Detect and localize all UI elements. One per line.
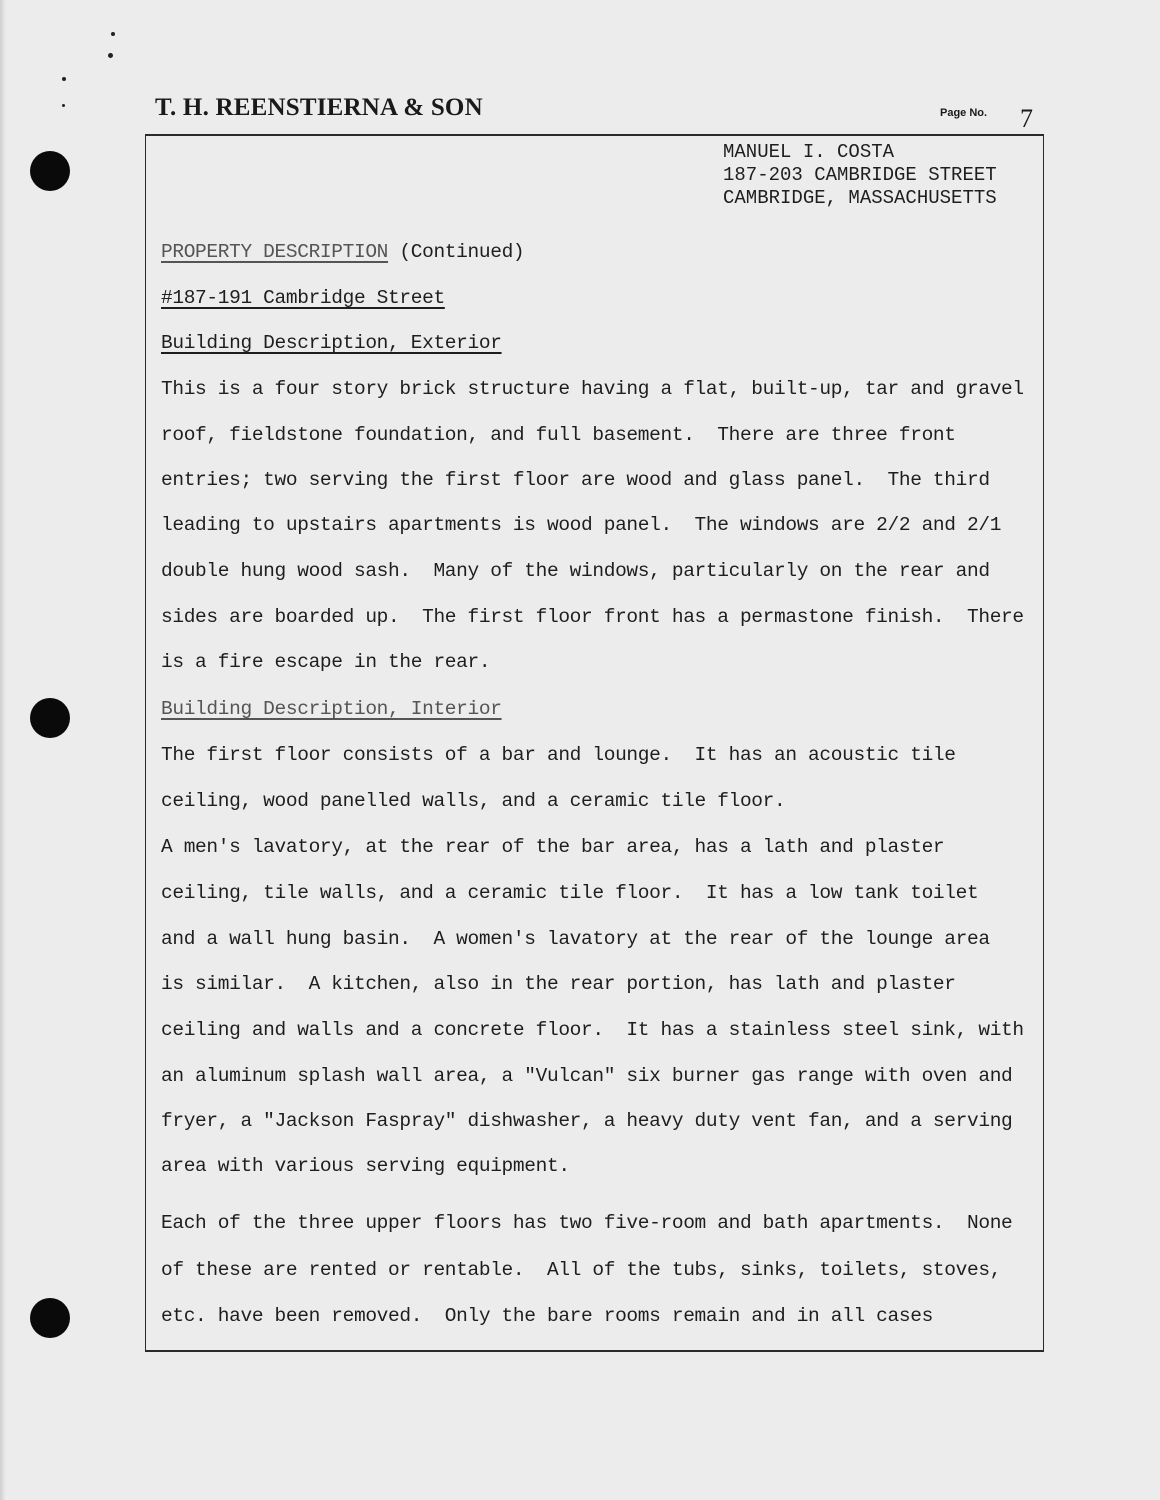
exterior-line: This is a four story brick structure having a flat, built-up, tar and gravel bbox=[161, 378, 1024, 400]
exterior-line: entries; two serving the first floor are wood and glass panel. The third bbox=[161, 469, 990, 491]
upper-floors-line: of these are rented or rentable. All of the tubs, sinks, toilets, stoves, bbox=[161, 1259, 1002, 1281]
interior-line: ceiling and walls and a concrete floor. It has a stainless steel sink, with bbox=[161, 1019, 1024, 1041]
interior-line: area with various serving equipment. bbox=[161, 1155, 570, 1177]
interior-line: fryer, a "Jackson Faspray" dishwasher, a heavy duty vent fan, and a serving bbox=[161, 1110, 1013, 1132]
punch-hole-top bbox=[30, 151, 70, 191]
city-state: CAMBRIDGE, MASSACHUSETTS bbox=[723, 187, 997, 209]
exterior-line: is a fire escape in the rear. bbox=[161, 651, 491, 673]
ink-speck bbox=[108, 53, 113, 58]
exterior-heading bbox=[161, 332, 502, 354]
upper-floors-line: etc. have been removed. Only the bare rooms remain and in all cases bbox=[161, 1305, 933, 1327]
street-address: 187-203 CAMBRIDGE STREET bbox=[723, 164, 997, 186]
interior-line: ceiling, wood panelled walls, and a ceramic tile floor. bbox=[161, 790, 786, 812]
upper-floors-line: Each of the three upper floors has two five-room and bath apartments. None bbox=[161, 1212, 1013, 1234]
section-title-suffix: (Continued) bbox=[388, 241, 525, 263]
exterior-title: Building Description, Exterior bbox=[161, 332, 502, 354]
exterior-line: sides are boarded up. The first floor front has a permastone finish. There bbox=[161, 606, 1024, 628]
interior-line: an aluminum splash wall area, a "Vulcan" six burner gas range with oven and bbox=[161, 1065, 1013, 1087]
ink-speck bbox=[62, 104, 65, 107]
property-address: #187-191 Cambridge Street bbox=[161, 287, 445, 309]
firm-name: T. H. REENSTIERNA & SON bbox=[155, 94, 483, 121]
exterior-line: roof, fieldstone foundation, and full basement. There are three front bbox=[161, 424, 956, 446]
interior-heading bbox=[161, 698, 502, 720]
punch-hole-bottom bbox=[30, 1298, 70, 1338]
property-heading bbox=[161, 287, 445, 309]
address-block bbox=[723, 141, 997, 210]
ink-speck bbox=[62, 77, 66, 81]
punch-hole-middle bbox=[30, 698, 70, 738]
interior-line: ceiling, tile walls, and a ceramic tile floor. It has a low tank toilet bbox=[161, 882, 979, 904]
page-number: 7 bbox=[1020, 104, 1033, 133]
page-number-label: Page No. bbox=[940, 107, 988, 119]
interior-line: The first floor consists of a bar and lounge. It has an acoustic tile bbox=[161, 744, 956, 766]
interior-line: is similar. A kitchen, also in the rear portion, has lath and plaster bbox=[161, 973, 956, 995]
exterior-line: leading to upstairs apartments is wood panel. The windows are 2/2 and 2/1 bbox=[161, 514, 1002, 536]
interior-title: Building Description, Interior bbox=[161, 698, 502, 720]
ink-speck bbox=[111, 32, 115, 36]
interior-line: A men's lavatory, at the rear of the bar area, has a lath and plaster bbox=[161, 836, 945, 858]
section-heading bbox=[161, 241, 524, 263]
interior-line: and a wall hung basin. A women's lavatory at the rear of the lounge area bbox=[161, 928, 990, 950]
page-edge-shadow bbox=[0, 0, 6, 1500]
exterior-line: double hung wood sash. Many of the windows, particularly on the rear and bbox=[161, 560, 990, 582]
section-title: PROPERTY DESCRIPTION bbox=[161, 241, 389, 263]
owner-name: MANUEL I. COSTA bbox=[723, 141, 895, 163]
